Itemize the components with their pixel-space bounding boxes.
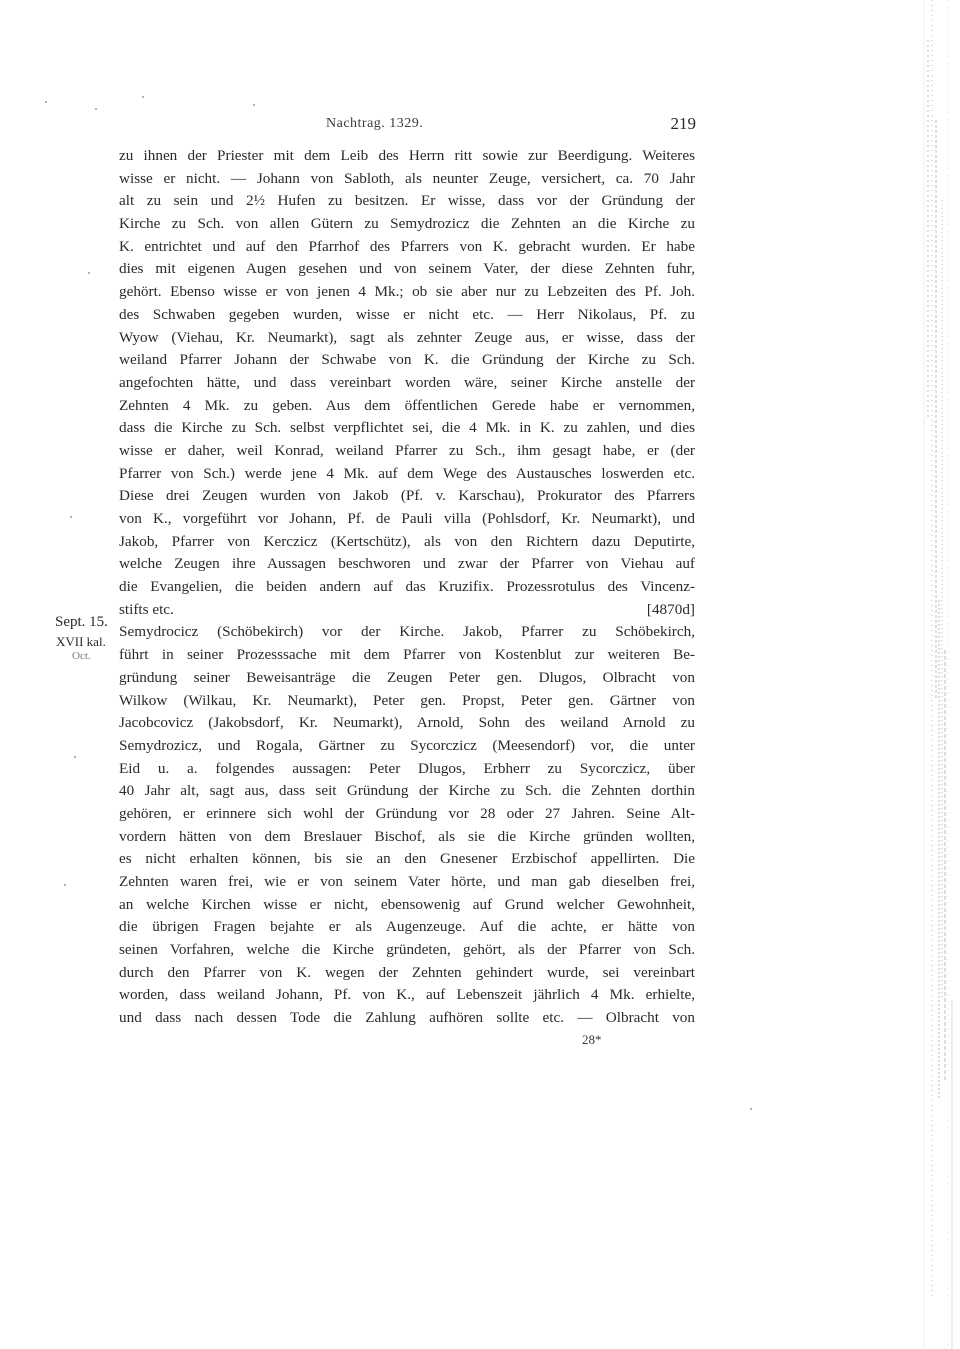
text-line: angefochten hätte, und dass vereinbart worden wäre, seiner Kirche anstelle der — [119, 373, 695, 391]
text-line: alt zu sein und 2½ Hufen zu besitzen. Er wisse, dass vor der Gründung der — [119, 192, 695, 210]
dust-speck — [95, 108, 97, 110]
text-line: wisse er nicht. — Johann von Sabloth, als neunter Zeuge, versichert, ca. 70 Jahr — [119, 169, 695, 187]
text-line: Jakob, Pfarrer von Kerczicz (Kertschütz), als von den Richtern dazu Deputirte, — [119, 532, 695, 550]
text-line: weiland Pfarrer Johann der Schwabe von K. die Gründung der Kirche zu Sch. — [119, 351, 695, 369]
text-line: worden, dass weiland Johann, Pf. von K., auf Lebenszeit jährlich 4 Mk. erhielte, — [119, 986, 695, 1004]
text-line: gehört. Ebenso wisse er von jenen 4 Mk.; ob sie aber nur zu Lebzeiten des Pf. Joh. — [119, 283, 695, 301]
signature-mark: 28* — [582, 1032, 602, 1047]
text-line: wisse er daher, weil Konrad, weiland Pfarrer zu Sch., ihm gesagt habe, er (der — [119, 441, 695, 459]
text-line: Wyow (Viehau, Kr. Neumarkt), sagt als zehnter Zeuge aus, er wisse, dass der — [119, 328, 695, 346]
document-reference: [4870d] — [646, 600, 695, 618]
text-line: seinen Vorfahren, welche die Kirche gründeten, gehört, als der Pfarrer von Sch. — [119, 941, 695, 959]
dust-speck — [70, 516, 72, 518]
text-line: die Evangelien, die beiden andern auf das Kruzifix. Prozessrotulus des Vincenz- — [119, 578, 695, 596]
page-header — [118, 116, 696, 140]
scan-edge-noise — [914, 0, 960, 1349]
text-line: dies mit eigenen Augen gesehen und von seinem Vater, der diese Zehnten fuhr, — [119, 260, 695, 278]
dust-speck — [142, 96, 144, 98]
text-line: dass die Kirche zu Sch. selbst verpflichtet sei, die 4 Mk. in K. zu zahlen, und dies — [119, 419, 695, 437]
text-line: die übrigen Fragen bejahte er als Augenzeuge. Auf die achte, er hätte von — [119, 918, 695, 936]
text-line: Semydrocicz (Schöbekirch) vor der Kirche. Jakob, Pfarrer zu Schöbekirch, — [119, 623, 695, 641]
text-line: gründung seiner Beweisanträge die Zeugen Peter gen. Dlugos, Olbracht von — [119, 668, 695, 686]
text-line: Zehnten waren frei, wie er von seinem Vater hörte, und man gab dieselben frei, — [119, 873, 695, 890]
text-line: welche Zeugen ihre Aussagen beschworen und zwar der Pfarrer von Viehau auf — [119, 555, 695, 573]
text-line-with-reference — [119, 599, 695, 622]
text-line: Jacobcovicz (Jakobsdorf, Kr. Neumarkt), Arnold, Sohn des weiland Arnold zu — [119, 714, 695, 732]
text-line: Wilkow (Wilkau, Kr. Neumarkt), Peter gen. Propst, Peter gen. Gärtner von — [119, 691, 695, 709]
text-line: führt in seiner Prozesssache mit dem Pfarrer von Kostenblut zur weiteren Be- — [119, 646, 695, 664]
text-line: an welche Kirchen wisse er nicht, ebensowenig auf Grund welcher Gewohnheit, — [119, 895, 695, 913]
text-line: stifts etc. — [119, 600, 174, 618]
text-line: des Schwaben gegeben wurden, wisse er nicht etc. — Herr Nikolaus, Pf. zu — [119, 305, 695, 323]
text-line: K. entrichtet und auf den Pfarrhof des Pfarrers von K. gebracht wurden. Er habe — [119, 237, 695, 255]
margin-date: Sept. 15. — [55, 614, 108, 630]
page-number: 219 — [670, 114, 696, 133]
dust-speck — [88, 272, 90, 274]
text-line: von K., vorgeführt vor Johann, Pf. de Pauli villa (Pohlsdorf, Kr. Neumarkt), und — [119, 510, 695, 527]
text-line: 40 Jahr alt, sagt aus, dass seit Gründung der Kirche zu Sch. die Zehnten dorthin — [119, 782, 695, 800]
text-line: Eid u. a. folgendes aussagen: Peter Dlugos, Erbherr zu Sycorczicz, über — [119, 759, 695, 777]
text-line: Diese drei Zeugen wurden von Jakob (Pf. v. Karschau), Prokurator des Pfarrers — [119, 487, 695, 505]
dust-speck — [750, 1108, 752, 1110]
dust-speck — [64, 884, 66, 886]
text-line: durch den Pfarrer von K. wegen der Zehnten gehindert wurde, sei vereinbart — [119, 963, 695, 981]
text-line: und dass nach dessen Tode die Zahlung aufhören sollte etc. — Olbracht von — [119, 1009, 695, 1027]
text-line: gehören, er erinnere sich wohl der Gründung vor 28 oder 27 Jahren. Seine Alt- — [119, 804, 695, 822]
margin-roman-date: XVII kal. — [56, 634, 106, 649]
dust-speck — [253, 104, 255, 106]
text-line: vordern hätten von dem Breslauer Bischof, als sie die Kirche gründen wollten, — [119, 827, 695, 845]
dust-speck — [45, 101, 47, 103]
body-text — [119, 145, 695, 1030]
running-head: Nachtrag. 1329. — [326, 116, 424, 131]
text-line: Zehnten 4 Mk. zu geben. Aus dem öffentlichen Gerede habe er vernommen, — [119, 396, 695, 414]
dust-speck — [74, 756, 76, 758]
text-line: zu ihnen der Priester mit dem Leib des Herrn ritt sowie zur Beerdigung. Weiteres — [119, 147, 695, 164]
margin-month: Oct. — [72, 650, 91, 662]
text-line: es nicht erhalten können, bis sie an den Gnesener Erzbischof appellirten. Die — [119, 850, 695, 868]
text-line: Kirche zu Sch. von allen Gütern zu Semydrozicz die Zehnten an die Kirche zu — [119, 215, 695, 233]
text-line: Semydrozicz, und Rogala, Gärtner zu Sycorczicz (Meesendorf) vor, die unter — [119, 736, 695, 754]
text-line: Pfarrer von Sch.) werde jene 4 Mk. auf dem Wege des Austausches loswerden etc. — [119, 464, 695, 482]
